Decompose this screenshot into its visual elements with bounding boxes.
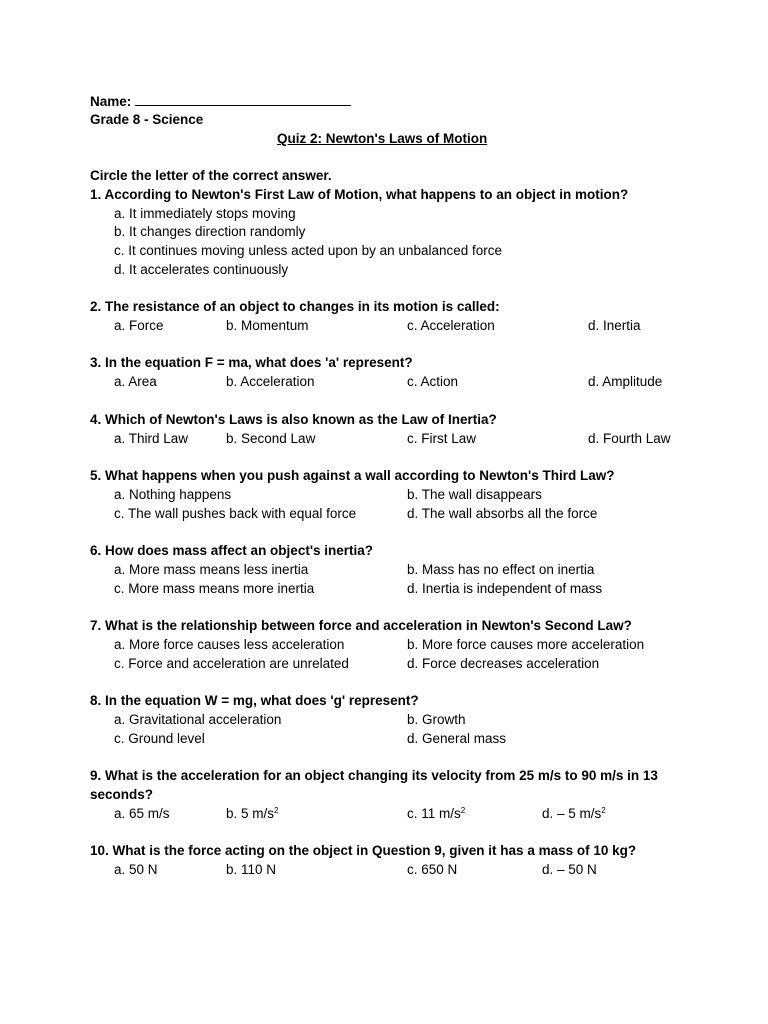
option-9c[interactable] [407,806,465,822]
option-7a[interactable]: a. More force causes less acceleration [114,637,345,652]
option-9d-exponent: 2 [601,806,606,815]
option-9d-text: d. – 5 m/s [542,806,602,821]
question-7: 7. What is the relationship between force and acceleration in Newton's Second Law? [90,618,632,633]
question-4: 4. Which of Newton's Laws is also known as the Law of Inertia? [90,412,497,427]
option-9b-text: b. 5 m/s [226,806,275,821]
question-9-line-1: 9. What is the acceleration for an object changing its velocity from 25 m/s to 90 m/s in 13 [90,768,658,783]
option-9b[interactable] [226,806,278,822]
option-4c[interactable]: c. First Law [407,431,477,446]
option-2c[interactable]: c. Acceleration [407,318,495,333]
question-1: 1. According to Newton's First Law of Motion, what happens to an object in motion? [90,187,629,202]
option-10c[interactable]: c. 650 N [407,862,458,877]
option-4d[interactable]: d. Fourth Law [588,431,671,446]
option-9c-text: c. 11 m/s [407,806,461,821]
option-7c[interactable]: c. Force and acceleration are unrelated [114,656,349,671]
option-9b-exponent: 2 [274,806,279,815]
option-9d[interactable] [542,806,606,822]
option-8d[interactable]: d. General mass [407,731,507,746]
option-1c[interactable]: c. It continues moving unless acted upon by an unbalanced force [114,243,502,258]
option-2a[interactable]: a. Force [114,318,164,333]
option-6a[interactable]: a. More mass means less inertia [114,562,309,577]
option-6b[interactable]: b. Mass has no effect on inertia [407,562,595,577]
name-label: Name: [90,94,132,109]
option-3c[interactable]: c. Action [407,374,459,389]
option-6d[interactable]: d. Inertia is independent of mass [407,581,603,596]
option-8b[interactable]: b. Growth [407,712,466,727]
question-6: 6. How does mass affect an object's inertia? [90,543,374,558]
question-9-line-2: seconds? [90,787,154,802]
instruction-text: Circle the letter of the correct answer. [90,168,332,183]
question-8: 8. In the equation W = mg, what does 'g' represent? [90,693,419,708]
option-5d[interactable]: d. The wall absorbs all the force [407,506,598,521]
option-2b[interactable]: b. Momentum [226,318,309,333]
option-4b[interactable]: b. Second Law [226,431,316,446]
option-1b[interactable]: b. It changes direction randomly [114,224,306,239]
question-5: 5. What happens when you push against a wall according to Newton's Third Law? [90,468,615,483]
option-10b[interactable]: b. 110 N [226,862,277,877]
option-1d[interactable]: d. It accelerates continuously [114,262,289,277]
option-1a[interactable]: a. It immediately stops moving [114,206,296,221]
option-5a[interactable]: a. Nothing happens [114,487,232,502]
question-10: 10. What is the force acting on the object in Question 9, given it has a mass of 10 kg? [90,843,637,858]
option-10d[interactable]: d. – 50 N [542,862,597,877]
question-3: 3. In the equation F = ma, what does 'a' represent? [90,355,413,370]
name-field[interactable] [90,93,351,110]
option-4a[interactable]: a. Third Law [114,431,189,446]
option-2d[interactable]: d. Inertia [588,318,641,333]
name-blank-line[interactable] [135,93,351,106]
option-8a[interactable]: a. Gravitational acceleration [114,712,282,727]
option-9a[interactable]: a. 65 m/s [114,806,170,821]
quiz-title: Quiz 2: Newton's Laws of Motion [277,131,488,146]
option-8c[interactable]: c. Ground level [114,731,205,746]
option-3b[interactable]: b. Acceleration [226,374,315,389]
option-5c[interactable]: c. The wall pushes back with equal force [114,506,357,521]
option-7d[interactable]: d. Force decreases acceleration [407,656,600,671]
grade-label: Grade 8 - Science [90,112,204,127]
option-9c-exponent: 2 [460,806,466,815]
option-6c[interactable]: c. More mass means more inertia [114,581,315,596]
option-10a[interactable]: a. 50 N [114,862,158,877]
option-3d[interactable]: d. Amplitude [588,374,663,389]
question-2: 2. The resistance of an object to changes in its motion is called: [90,299,500,314]
option-5b[interactable]: b. The wall disappears [407,487,542,502]
option-7b[interactable]: b. More force causes more acceleration [407,637,645,652]
option-3a[interactable]: a. Area [114,374,157,389]
